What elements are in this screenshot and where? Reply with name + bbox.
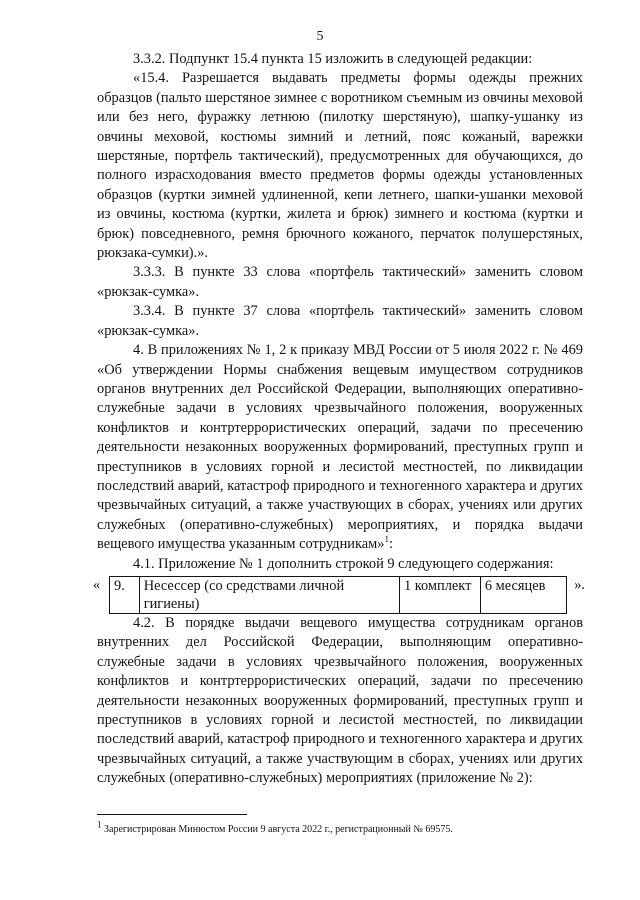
close-quote: ». xyxy=(574,576,585,593)
paragraph-4 xyxy=(97,341,583,554)
row-number-cell: 9. xyxy=(110,576,140,613)
footnote-reference[interactable]: 1 xyxy=(384,534,389,545)
footnote-mark: 1 xyxy=(97,819,102,830)
supply-table xyxy=(109,576,567,614)
paragraph-3-3-3: 3.3.3. В пункте 33 слова «портфель тактический» заменить словом «рюкзак-сумка». xyxy=(97,264,583,300)
paragraph-3-3-2: 3.3.2. Подпункт 15.4 пункта 15 изложить в следующей редакции: xyxy=(133,51,533,67)
inserted-table-row xyxy=(93,576,589,614)
page-number: 5 xyxy=(316,29,324,44)
paragraph-4-2: 4.2. В порядке выдачи вещевого имущества сотрудникам органов внутренних дел Российской Федерации, выполняющим оперативно-служебные задачи в условиях чрезвычайного положения, вооруженных конфликтов и контртеррористических операций, задачи по пресечению деятельности незаконных вооруженных формирований, преступных групп и преступников в условиях горной и лесистой местностей, по ликвидации последствий аварий, катастроф природного и техногенного характера и других чрезвычайных ситуаций, а также участвующим в сборах, учениях или других служебных (оперативно-служебных) мероприятиях (приложение № 2): xyxy=(97,614,583,787)
footnote xyxy=(97,819,587,836)
paragraph-4-1: 4.1. Приложение № 1 дополнить строкой 9 следующего содержания: xyxy=(133,555,554,572)
wear-term-cell: 6 месяцев xyxy=(480,576,566,613)
paragraph-4-end: : xyxy=(388,536,393,553)
paragraph-3-3-4: 3.3.4. В пункте 37 слова «портфель тактический» заменить словом «рюкзак-сумка». xyxy=(97,303,583,339)
item-name-cell: Несессер (со средствами личной гигиены) xyxy=(139,576,399,613)
quantity-cell: 1 комплект xyxy=(399,576,480,613)
footnote-text: Зарегистрирован Минюстом России 9 августа 2022 г., регистрационный № 69575. xyxy=(101,824,453,835)
table-row xyxy=(110,576,567,613)
paragraph-15-4: «15.4. Разрешается выдавать предметы формы одежды прежних образцов (пальто шерстяное зимнее с воротником съемным из овчины меховой или без него, фуражку летнюю (пилотку шерстяную), шапку-ушанку из овчины меховой, костюмы зимний и летний, пояс кожаный, варежки шерстяные, портфель тактический), предусмотренных для обучающихся, до полного израсходования вместо предметов формы одежды установленных образцов (куртки зимней удлиненной, кепи летнего, шапки-ушанки меховой из овчины, костюма (куртки, жилета и брюк) зимнего и костюма (куртки и брюк) повседневного, ремня брючного кожаного, перчаток полушерстяных, рюкзака-сумки).». xyxy=(97,70,583,262)
footnote-divider xyxy=(97,814,247,815)
document-body xyxy=(93,50,585,789)
open-quote: « xyxy=(93,576,101,593)
paragraph-4-text: 4. В приложениях № 1, 2 к приказу МВД России от 5 июля 2022 г. № 469 «Об утверждении Нормы снабжения вещевым имуществом сотрудников органов внутренних дел Российской Федерации, выполняющих оперативно-служебные задачи в условиях чрезвычайного положения, вооруженных конфликтов и контртеррористических операций, задачи по пресечению деятельности незаконных вооруженных формирований, преступных групп и преступников в условиях горной и лесистой местностей, по ликвидации последствий аварий, катастроф природного и техногенного характера и других чрезвычайных ситуаций, а также участвующих в сборах, учениях или других служебных (оперативно-служебных) мероприятиях, и порядка выдачи вещевого имущества указанным сотрудникам» xyxy=(97,342,583,553)
